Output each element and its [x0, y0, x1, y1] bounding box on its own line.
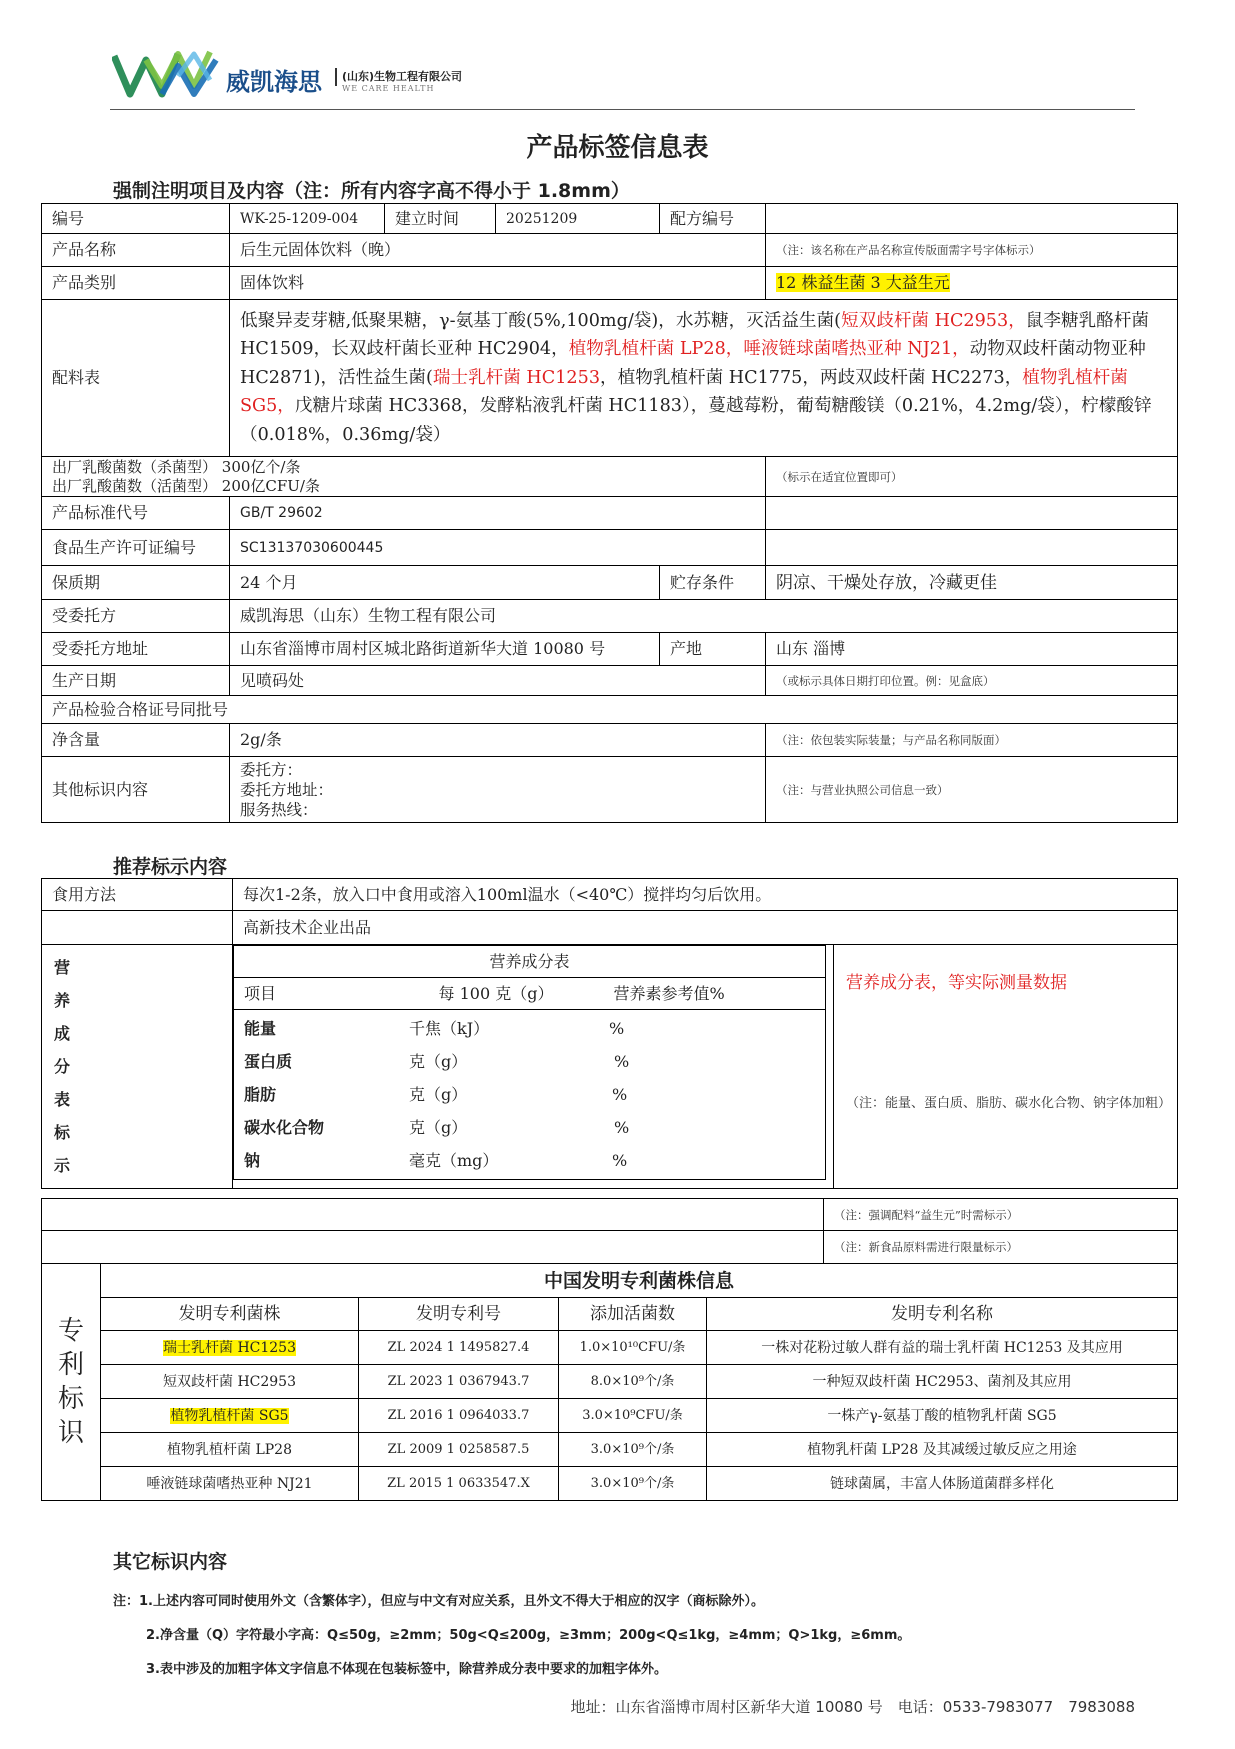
ingredients-value: [230, 300, 1178, 457]
other-note: （注：与营业执照公司信息一致）: [766, 757, 1178, 823]
proddate-note: （或标示具体日期打印位置。例：见盒底）: [766, 666, 1178, 696]
patent-count: 3.0×10⁹个/条: [559, 1467, 707, 1501]
name-value: 后生元固体饮料（晚）: [230, 234, 766, 267]
ingredients-part: 低聚异麦芽糖,低聚果糖，γ-氨基丁酸(5%,100mg/袋)，水苏糖，灭活益生菌(: [240, 310, 842, 331]
patent-row: [42, 1399, 1178, 1433]
net-label: 净含量: [42, 724, 230, 757]
name-note: （注：该名称在产品名称宣传版面需字号字体标示）: [766, 234, 1178, 267]
nutrition-header: 营养素参考值%: [564, 978, 826, 1010]
patent-title: 中国发明专利菌株信息: [101, 1264, 1178, 1298]
origin-label: 产地: [660, 633, 766, 666]
address-label: 受委托方地址: [42, 633, 230, 666]
formula-label: 配方编号: [660, 204, 766, 234]
ingredients-part: ，植物乳植杆菌 HC1775，两歧双歧杆菌 HC2273，: [600, 367, 1023, 388]
brand-name: 威凯海思: [226, 68, 322, 96]
nutrition-title: 营养成分表: [234, 946, 826, 978]
header-rule: [110, 109, 1135, 110]
other-heading: 其它标识内容: [113, 1551, 228, 1573]
patent-side-char: 利: [57, 1350, 84, 1380]
patent-strain: 唾液链球菌嗜热亚种 NJ21: [101, 1467, 359, 1501]
patent-number: ZL 2015 1 0633547.X: [359, 1467, 559, 1501]
footer-phone: 电话：0533-7983077 7983088: [897, 1698, 1135, 1716]
nutrition-item: 钠: [244, 1151, 261, 1170]
address-value: 山东省淄博市周村区城北路街道新华大道 10080 号: [230, 633, 660, 666]
patent-count: 3.0×10⁹CFU/条: [559, 1399, 707, 1433]
other-line: 服务热线：: [240, 800, 318, 819]
patent-number: ZL 2016 1 0964033.7: [359, 1399, 559, 1433]
formula-value: [766, 204, 1178, 234]
nutrition-side-char: 分: [54, 1057, 71, 1076]
patent-note-blank: [42, 1231, 824, 1264]
patent-note-blank: [42, 1199, 824, 1231]
nutrition-item: 碳水化合物: [244, 1118, 325, 1137]
category-highlight: 12 株益生菌 3 大益生元: [776, 273, 950, 292]
net-value: 2g/条: [230, 724, 766, 757]
brand-company: (山东)生物工程有限公司: [342, 70, 463, 83]
patent-header: 发明专利号: [359, 1298, 559, 1331]
patent-number: ZL 2023 1 0367943.7: [359, 1365, 559, 1399]
shelf-label: 保质期: [42, 566, 230, 600]
category-highlight-cell: [766, 267, 1178, 300]
patent-note-1: （注：强调配料“益生元”时需标示）: [824, 1199, 1178, 1231]
nutrition-side-char: 营: [54, 958, 71, 977]
category-label: 产品类别: [42, 267, 230, 300]
nutrition-side-char: 成: [54, 1024, 71, 1043]
lactic-count-killed: 出厂乳酸菌数（杀菌型） 300亿个/条: [52, 457, 301, 476]
footer-address: 地址：山东省淄博市周村区新华大道 10080 号: [570, 1698, 883, 1716]
patent-strain-cell: [101, 1399, 359, 1433]
ingredients-part: 植物乳植杆菌 SG5，: [240, 367, 1128, 417]
code-label: 编号: [42, 204, 230, 234]
lactic-count: [42, 457, 766, 497]
nutrition-item: 能量: [244, 1019, 277, 1038]
logo-mark-icon: [112, 46, 222, 100]
nutrition-notes: [834, 945, 1178, 1189]
patent-notes-table: [41, 1198, 1178, 1264]
patent-side-char: 专: [57, 1316, 84, 1346]
other-note: 3.表中涉及的加粗字体文字信息不体现在包装标签中，除营养成分表中要求的加粗字体外。: [146, 1662, 667, 1677]
category-value: 固体饮料: [230, 267, 766, 300]
nutrition-pct: %: [612, 1151, 628, 1170]
other-note: 2.净含量（Q）字符最小字高：Q≤50g，≥2mm；50g<Q≤200g，≥3mm；200g<Q≤1kg，≥4mm；Q>1kg，≥6mm。: [146, 1628, 911, 1643]
standard-value: GB/T 29602: [230, 497, 766, 530]
other-note: 1.上述内容可同时使用外文（含繁体字），但应与中文有对应关系，且外文不得大于相应的汉字（商标除外）。: [139, 1594, 765, 1609]
recommended-table: [41, 878, 1178, 1189]
nutrition-item: 脂肪: [244, 1085, 277, 1104]
nutrition-side-char: 标: [54, 1123, 71, 1142]
patent-strain: 瑞士乳杆菌 HC1253: [163, 1339, 296, 1356]
brand-divider: [335, 68, 337, 86]
company-logo: [112, 46, 222, 100]
count-note: （标示在适宜位置即可）: [766, 457, 1178, 497]
patent-strain-cell: [101, 1331, 359, 1365]
note-prefix: 注：: [113, 1594, 140, 1609]
nutrition-rows: [234, 1010, 826, 1180]
ingredients-part: 鼠李糖乳酪杆菌 HC1509，长双歧杆菌长亚种 HC2904，: [240, 310, 1149, 360]
tech-value: 高新技术企业出品: [233, 911, 1178, 945]
patent-side: [42, 1264, 101, 1501]
patent-name: 一株产γ-氨基丁酸的植物乳杆菌 SG5: [707, 1399, 1178, 1433]
code-value: WK-25-1209-004: [230, 204, 385, 234]
nutrition-table: [233, 945, 826, 1180]
patent-row: [42, 1365, 1178, 1399]
patent-name: 链球菌属，丰富人体肠道菌群多样化: [707, 1467, 1178, 1501]
patent-strain: 植物乳植杆菌 SG5: [170, 1407, 289, 1424]
nutrition-pct: %: [614, 1118, 630, 1137]
nutrition-pct: %: [614, 1052, 630, 1071]
mandatory-heading: 强制注明项目及内容（注：所有内容字高不得小于 1.8mm）: [113, 180, 630, 202]
patent-count: 8.0×10⁹个/条: [559, 1365, 707, 1399]
patent-note-2: （注：新食品原料需进行限量标示）: [824, 1231, 1178, 1264]
license-value: SC13137030600445: [230, 530, 766, 566]
standard-blank: [766, 497, 1178, 530]
nutrition-header: 每 100 克（g）: [394, 978, 564, 1010]
date-value: 20251209: [496, 204, 660, 234]
nutrition-panel: [233, 945, 834, 1189]
nutrition-row: [244, 1144, 815, 1177]
patent-header: 添加活菌数: [559, 1298, 707, 1331]
patent-count: 1.0×10¹⁰CFU/条: [559, 1331, 707, 1365]
patent-row: [42, 1331, 1178, 1365]
patent-name: 一株对花粉过敏人群有益的瑞士乳杆菌 HC1253 及其应用: [707, 1331, 1178, 1365]
nutrition-item: 蛋白质: [244, 1052, 293, 1071]
nutrition-unit: 千焦（kJ）: [409, 1019, 490, 1038]
recommended-heading: 推荐标示内容: [113, 856, 228, 878]
proddate-label: 生产日期: [42, 666, 230, 696]
nutrition-row: [244, 1078, 815, 1111]
nutrition-unit: 克（g）: [409, 1118, 468, 1137]
patent-row: [42, 1433, 1178, 1467]
patent-name: 一种短双歧杆菌 HC2953、菌剂及其应用: [707, 1365, 1178, 1399]
nutrition-header: 项目: [234, 978, 394, 1010]
patent-strain: 植物乳植杆菌 LP28: [101, 1433, 359, 1467]
license-blank: [766, 530, 1178, 566]
inspect-label: 产品检验合格证号同批号: [42, 696, 1178, 724]
nutrition-unit: 克（g）: [409, 1085, 468, 1104]
nutrition-pct: %: [612, 1085, 628, 1104]
other-note-row: [113, 1585, 1193, 1619]
ingredients-part: 动物双歧杆菌动物亚种 HC2871)，活性益生菌(: [240, 339, 1146, 388]
other-line: 委托方：: [240, 760, 303, 779]
license-label: 食品生产许可证编号: [42, 530, 230, 566]
nutrition-pct: %: [609, 1019, 625, 1038]
other-label: 其他标识内容: [42, 757, 230, 823]
ingredients-part: 短双歧杆菌 HC2953，: [841, 310, 1026, 331]
nutrition-note: （注：能量、蛋白质、脂肪、碳水化合物、钠字体加粗）: [846, 1096, 1172, 1111]
storage-value: 阴凉、干燥处存放，冷藏更佳: [766, 566, 1178, 600]
page-title: 产品标签信息表: [526, 133, 709, 163]
brand-english: WE CARE HEALTH: [342, 84, 435, 93]
entrusted-value: 威凯海思（山东）生物工程有限公司: [230, 600, 1178, 633]
nutrition-unit: 克（g）: [409, 1052, 468, 1071]
patent-count: 3.0×10⁹个/条: [559, 1433, 707, 1467]
footer: [571, 1696, 1135, 1717]
ingredients-label: 配料表: [42, 300, 230, 457]
nutrition-side-char: 表: [54, 1090, 71, 1109]
tech-blank: [42, 911, 233, 945]
ingredients-part: 植物乳植杆菌 LP28，唾液链球菌嗜热亚种 NJ21，: [568, 339, 970, 360]
lactic-count-live: 出厂乳酸菌数（活菌型） 200亿CFU/条: [52, 476, 320, 495]
net-note: （注：依包装实际装量；与产品名称同版面）: [766, 724, 1178, 757]
other-line: 委托方地址：: [240, 780, 334, 799]
patent-side-char: 识: [57, 1418, 84, 1448]
nutrition-side-char: 养: [54, 991, 71, 1010]
mandatory-table: [41, 203, 1178, 823]
patent-name: 植物乳杆菌 LP28 及其减缓过敏反应之用途: [707, 1433, 1178, 1467]
ingredients-part: 瑞士乳杆菌 HC1253: [432, 367, 601, 388]
nutrition-side-char: 示: [54, 1156, 71, 1175]
shelf-value: 24 个月: [230, 566, 660, 600]
patent-number: ZL 2009 1 0258587.5: [359, 1433, 559, 1467]
patent-header: 发明专利名称: [707, 1298, 1178, 1331]
nutrition-unit: 毫克（mg）: [409, 1151, 499, 1170]
nutrition-side: [42, 945, 233, 1189]
nutrition-row: [244, 1045, 815, 1078]
patent-strain: 短双歧杆菌 HC2953: [101, 1365, 359, 1399]
standard-label: 产品标准代号: [42, 497, 230, 530]
patent-row: [42, 1467, 1178, 1501]
entrusted-label: 受委托方: [42, 600, 230, 633]
proddate-value: 见喷码处: [230, 666, 766, 696]
other-notes: [113, 1585, 1193, 1687]
ingredients-part: 戊糖片球菌 HC3368，发酵粘液乳杆菌 HC1183），蔓越莓粉，葡萄糖酸镁（0.21%，4.2mg/袋），柠檬酸锌（0.018%，0.36mg/袋）: [240, 396, 1152, 445]
other-value: [230, 757, 766, 823]
nutrition-red-note: 营养成分表，等实际测量数据: [846, 973, 1067, 993]
nutrition-row: [244, 1012, 815, 1045]
patent-header: 发明专利菌株: [101, 1298, 359, 1331]
origin-value: 山东 淄博: [766, 633, 1178, 666]
date-label: 建立时间: [385, 204, 496, 234]
name-label: 产品名称: [42, 234, 230, 267]
storage-label: 贮存条件: [660, 566, 766, 600]
patent-number: ZL 2024 1 1495827.4: [359, 1331, 559, 1365]
usage-value: 每次1-2条，放入口中食用或溶入100ml温水（<40℃）搅拌均匀后饮用。: [233, 879, 1178, 911]
patent-side-char: 标: [57, 1384, 84, 1414]
usage-label: 食用方法: [42, 879, 233, 911]
patent-table: [41, 1263, 1178, 1501]
nutrition-row: [244, 1111, 815, 1144]
